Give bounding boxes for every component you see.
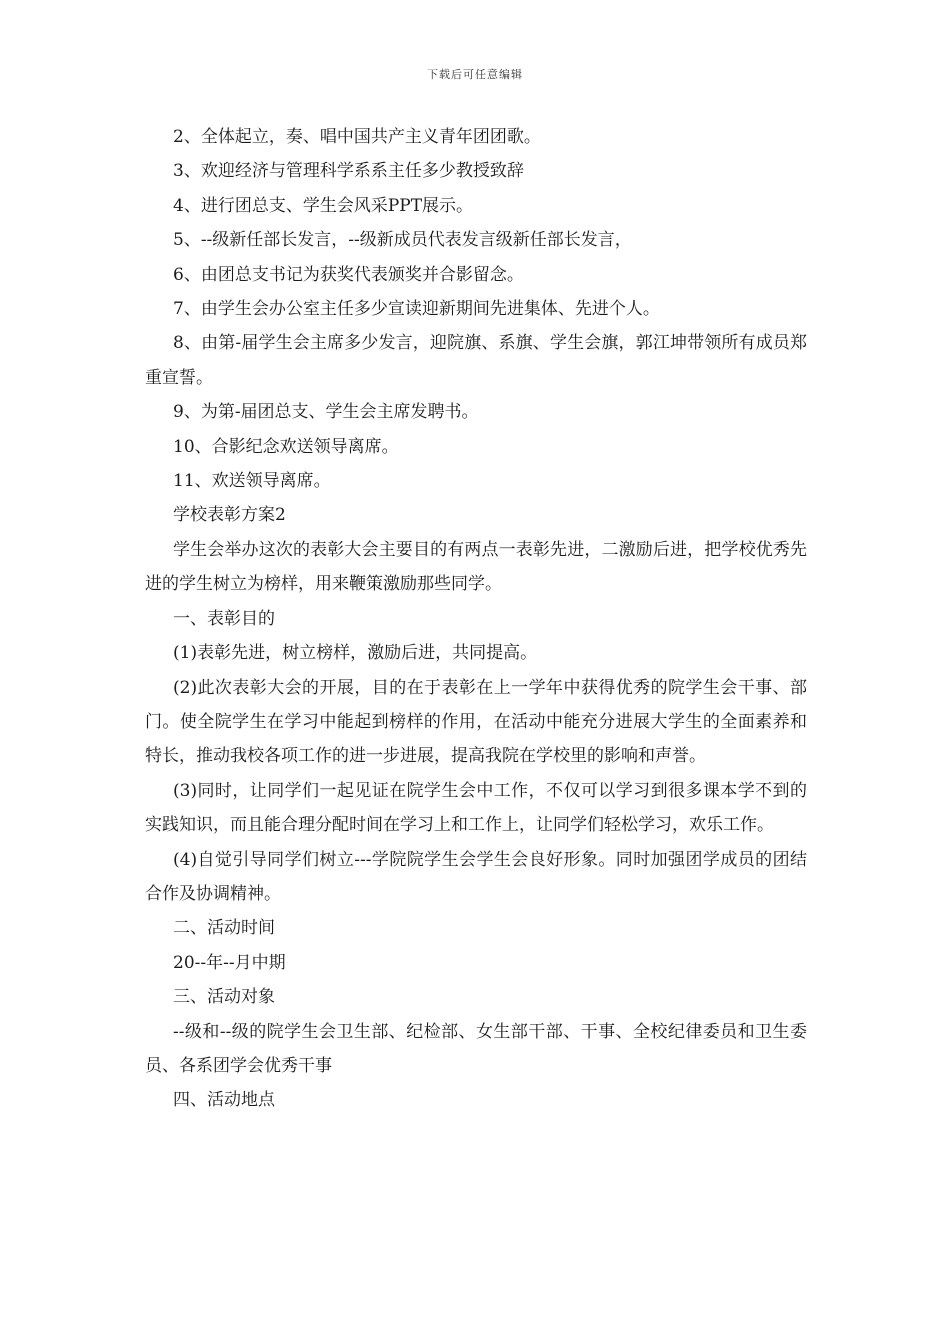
section-heading: 二、活动时间 bbox=[173, 918, 275, 939]
paragraph: 11、欢送领导离席。 bbox=[173, 471, 331, 492]
paragraph: 4、进行团总支、学生会风采PPT展示。 bbox=[173, 195, 474, 216]
section-heading: 三、活动对象 bbox=[173, 987, 275, 1008]
paragraph: 20--年--月中期 bbox=[173, 952, 286, 973]
paragraph: 6、由团总支书记为获奖代表颁奖并合影留念。 bbox=[173, 264, 524, 285]
paragraph: 9、为第-届团总支、学生会主席发聘书。 bbox=[173, 402, 479, 423]
paragraph: (1)表彰先进，树立榜样，激励后进，共同提高。 bbox=[173, 643, 538, 664]
document-body bbox=[145, 120, 807, 1118]
paragraph: 3、欢迎经济与管理科学系系主任多少教授致辞 bbox=[173, 161, 524, 182]
paragraph: 8、由第-届学生会主席多少发言，迎院旗、系旗、学生会旗，郭江坤带领所有成员郑重宣誓。 bbox=[145, 333, 807, 388]
paragraph: --级和--级的院学生会卫生部、纪检部、女生部干部、干事、全校纪律委员和卫生委员、各系团学会优秀干事 bbox=[145, 1021, 807, 1076]
section-heading: 一、表彰目的 bbox=[173, 608, 275, 629]
paragraph: (3)同时，让同学们一起见证在院学生会中工作，不仅可以学习到很多课本学不到的实践知识，而且能合理分配时间在学习上和工作上，让同学们轻松学习，欢乐工作。 bbox=[145, 780, 807, 836]
paragraph: 2、全体起立，奏、唱中国共产主义青年团团歌。 bbox=[173, 127, 541, 147]
header-note: 下载后可任意编辑 bbox=[427, 68, 523, 81]
section-title: 学校表彰方案2 bbox=[173, 505, 286, 526]
section-heading: 四、活动地点 bbox=[173, 1090, 275, 1111]
paragraph: 5、--级新任部长发言，--级新成员代表发言级新任部长发言， bbox=[173, 230, 632, 251]
paragraph: (4)自觉引导同学们树立---学院院学生会学生会良好形象。同时加强团学成员的团结合作及协调精神。 bbox=[145, 849, 807, 904]
paragraph: 10、合影纪念欢送领导离席。 bbox=[173, 436, 399, 457]
paragraph: 学生会举办这次的表彰大会主要目的有两点一表彰先进，二激励后进，把学校优秀先进的学生树立为榜样，用来鞭策激励那些同学。 bbox=[145, 539, 807, 595]
paragraph: 7、由学生会办公室主任多少宣读迎新期间先进集体、先进个人。 bbox=[173, 299, 660, 320]
paragraph: (2)此次表彰大会的开展，目的在于表彰在上一学年中获得优秀的院学生会干事、部门。使全院学生在学习中能起到榜样的作用，在活动中能充分进展大学生的全面素养和特长，推动我校各项工作的进一步进展，提高我院在学校里的影响和声誉。 bbox=[145, 677, 807, 767]
